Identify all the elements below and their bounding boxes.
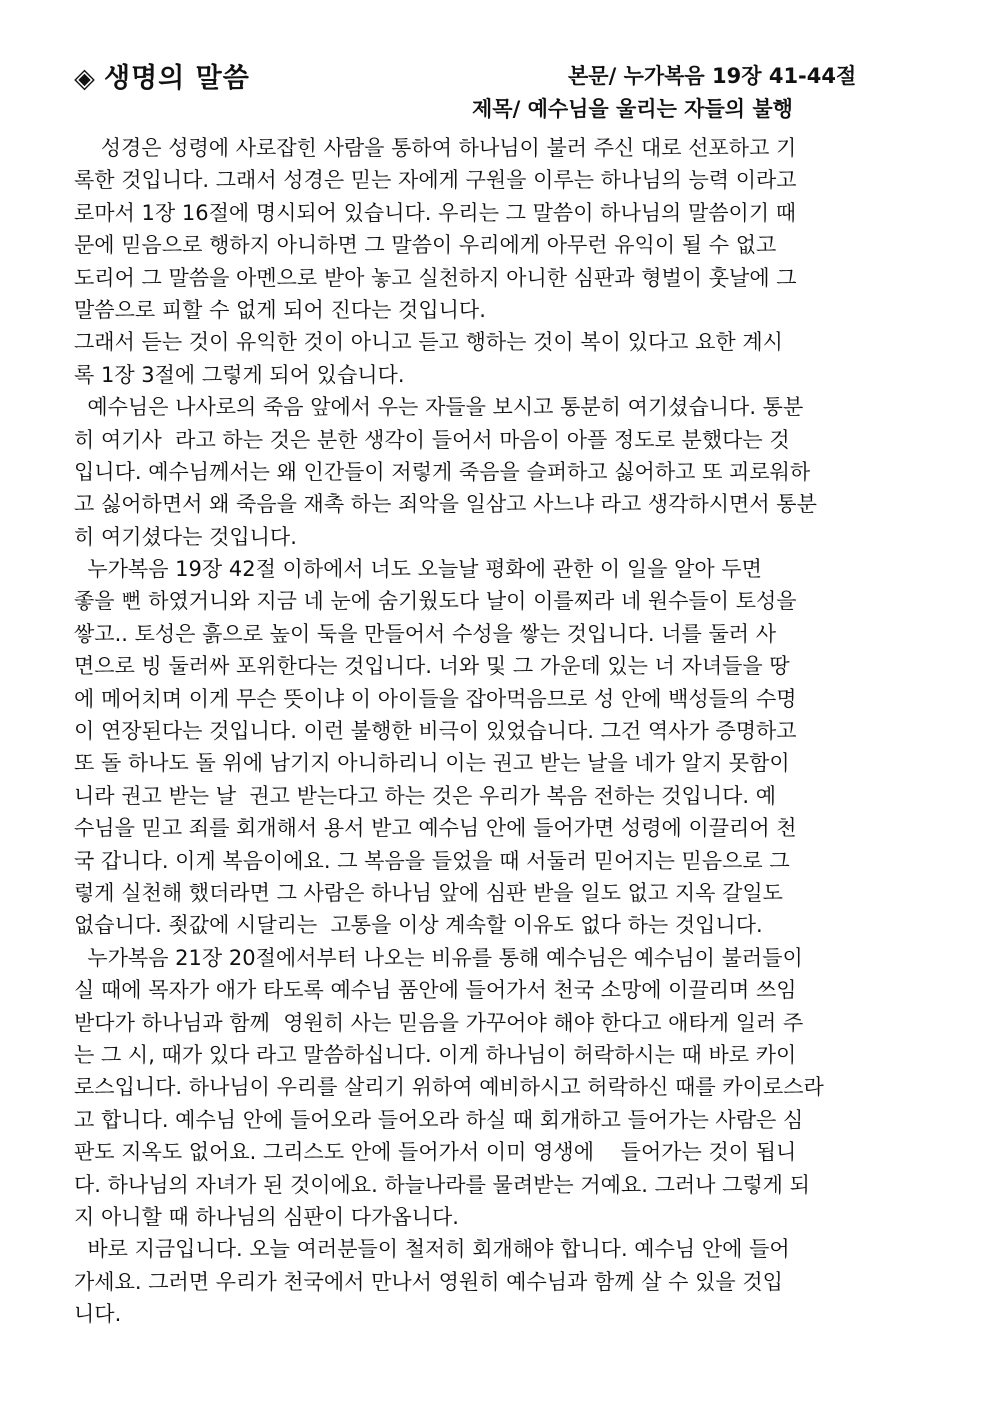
- body-line: 성경은 성령에 사로잡힌 사람을 통하여 하나님이 불러 주신 대로 선포하고 기: [74, 136, 797, 160]
- body-line: 도리어 그 말씀을 아멘으로 받아 놓고 실천하지 아니한 심판과 형벌이 훗날에 그: [74, 265, 797, 290]
- body-line: 다. 하나님의 자녀가 된 것이에요. 하늘나라를 물려받는 거예요. 그러나 그렇게 되: [74, 1172, 810, 1197]
- body-line: 히 여기셨다는 것입니다.: [74, 524, 297, 549]
- body-line: 로마서 1장 16절에 명시되어 있습니다. 우리는 그 말씀이 하나님의 말씀이기 때: [74, 200, 797, 225]
- body-line: 쌓고.. 토성은 흙으로 높이 둑을 만들어서 수성을 쌓는 것입니다. 너를 둘러 사: [74, 621, 777, 646]
- body-line: 누가복음 21장 20절에서부터 나오는 비유를 통해 예수님은 예수님이 불러들이: [74, 945, 803, 970]
- body-line: 히 여기사 라고 하는 것은 분한 생각이 들어서 마음이 아플 정도로 분했다는 것: [74, 427, 790, 452]
- body-line: 니다.: [74, 1302, 122, 1327]
- body-line: 고 싫어하면서 왜 죽음을 재촉 하는 죄악을 일삼고 사느냐 라고 생각하시면서 통분: [74, 492, 817, 517]
- body-line: 록 1장 3절에 그렇게 되어 있습니다.: [74, 362, 405, 387]
- body-line: 입니다. 예수님께서는 왜 인간들이 저렇게 죽음을 슬퍼하고 싫어하고 또 괴로워하: [74, 459, 811, 484]
- body-line: 에 메어치며 이게 무슨 뜻이냐 이 아이들을 잡아먹음므로 성 안에 백성들의 수명: [74, 686, 797, 711]
- body-line: 니라 권고 받는 날 권고 받는다고 하는 것은 우리가 복음 전하는 것입니다. 예: [74, 783, 777, 808]
- page-title-text: 생명의 말씀: [104, 63, 250, 94]
- sermon-header: [74, 46, 924, 136]
- scripture-reference: [568, 60, 856, 90]
- body-line: 누가복음 19장 42절 이하에서 너도 오늘날 평화에 관한 이 일을 알아 두면: [74, 557, 762, 582]
- body-line: 지 아니할 때 하나님의 심판이 다가옵니다.: [74, 1204, 459, 1229]
- diamond-icon: ◈: [74, 63, 96, 94]
- body-line: 로스입니다. 하나님이 우리를 살리기 위하여 예비하시고 허락하신 때를 카이로스라: [74, 1075, 824, 1100]
- body-line: 좋을 뻔 하였거니와 지금 네 눈에 숨기웠도다 날이 이를찌라 네 원수들이 토성을: [74, 589, 797, 614]
- body-line: 실 때에 목자가 애가 타도록 예수님 품안에 들어가서 천국 소망에 이끌리며 쓰임: [74, 978, 797, 1003]
- subject-label: 제목/: [472, 97, 521, 121]
- body-line: 렇게 실천해 했더라면 그 사람은 하나님 앞에 심판 받을 일도 없고 지옥 갈일도: [74, 880, 783, 905]
- body-line: 이 연장된다는 것입니다. 이런 불행한 비극이 있었습니다. 그건 역사가 증명하고: [74, 719, 797, 744]
- body-line: 말씀으로 피할 수 없게 되어 진다는 것입니다.: [74, 297, 486, 322]
- body-line: 는 그 시, 때가 있다 라고 말씀하십니다. 이게 하나님이 허락하시는 때 바로 카이: [74, 1042, 797, 1067]
- body-line: 또 돌 하나도 돌 위에 남기지 아니하리니 이는 권고 받는 날을 네가 알지 못함이: [74, 751, 790, 776]
- subject-text: 예수님을 울리는 자들의 불행: [527, 97, 793, 121]
- body-line: 고 합니다. 예수님 안에 들어오라 들어오라 하실 때 회개하고 들어가는 사람은 심: [74, 1107, 804, 1132]
- body-line: 국 갑니다. 이게 복음이에요. 그 복음을 들었을 때 서둘러 믿어지는 믿음으로 그: [74, 848, 790, 873]
- body-line: 없습니다. 죗값에 시달리는 고통을 이상 계속할 이유도 없다 하는 것입니다.: [74, 913, 763, 938]
- body-line: 면으로 빙 둘러싸 포위한다는 것입니다. 너와 및 그 가운데 있는 너 자녀들을 땅: [74, 654, 790, 679]
- body-line: 그래서 듣는 것이 유익한 것이 아니고 듣고 행하는 것이 복이 있다고 요한 계시: [74, 330, 783, 355]
- body-line: 받다가 하나님과 함께 영원히 사는 믿음을 가꾸어야 해야 한다고 애타게 일러 주: [74, 1010, 804, 1035]
- sermon-subject: [472, 93, 793, 123]
- body-line: 문에 믿음으로 행하지 아니하면 그 말씀이 우리에게 아무런 유익이 될 수 없고: [74, 233, 777, 258]
- sermon-body: [74, 132, 920, 1330]
- body-line: 예수님은 나사로의 죽음 앞에서 우는 자들을 보시고 통분히 여기셨습니다. 통분: [74, 395, 804, 420]
- body-line: 판도 지옥도 없어요. 그리스도 안에 들어가서 이미 영생에 들어가는 것이 됩니: [74, 1140, 797, 1165]
- scripture-label: 본문/: [568, 64, 617, 88]
- body-line: 록한 것입니다. 그래서 성경은 믿는 자에게 구원을 이루는 하나님의 능력 이라고: [74, 168, 797, 193]
- body-line: 가세요. 그러면 우리가 천국에서 만나서 영원히 예수님과 함께 살 수 있을 것입: [74, 1269, 783, 1294]
- scripture-ref-text: 누가복음 19장 41-44절: [623, 64, 857, 88]
- body-line: 수님을 믿고 죄를 회개해서 용서 받고 예수님 안에 들어가면 성령에 이끌리어 천: [74, 816, 797, 841]
- body-line: 바로 지금입니다. 오늘 여러분들이 철저히 회개해야 합니다. 예수님 안에 들어: [74, 1237, 790, 1262]
- page-title: [74, 56, 250, 95]
